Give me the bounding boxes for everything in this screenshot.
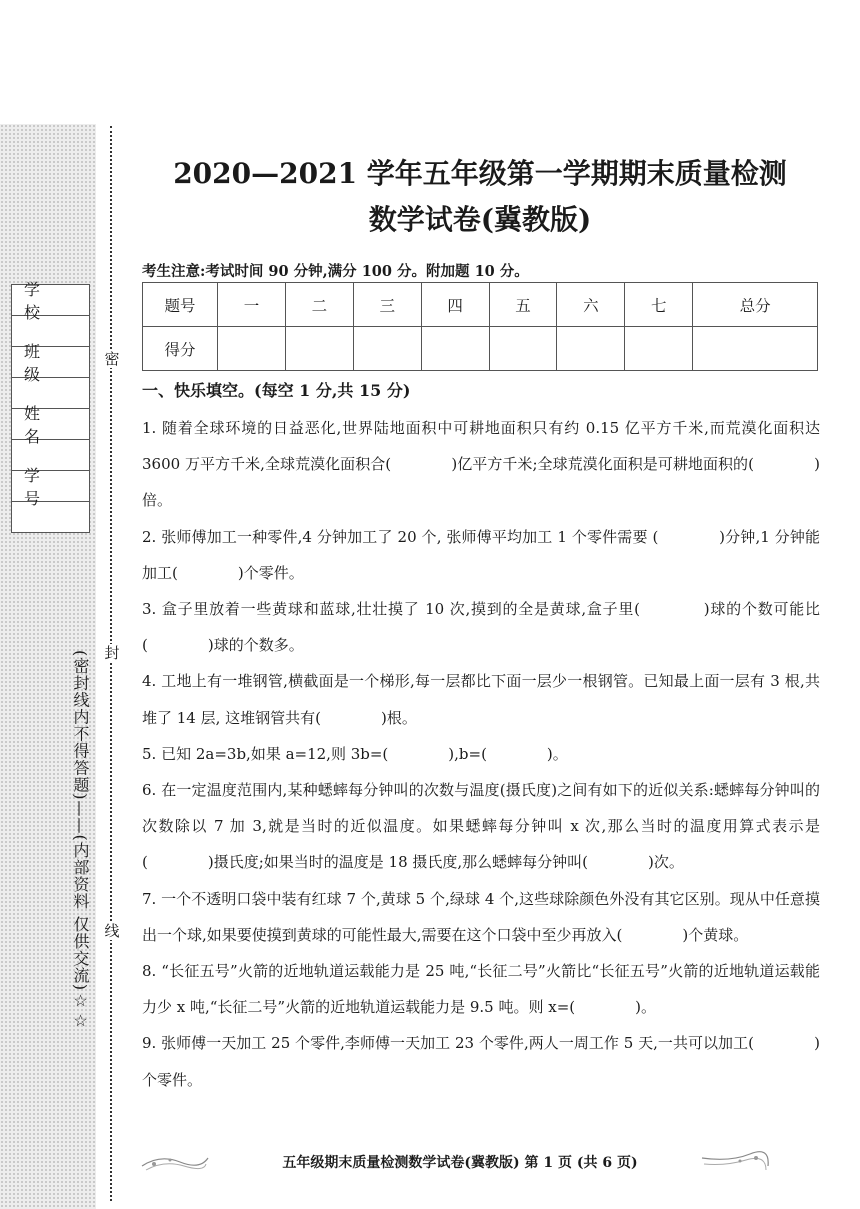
score-table bbox=[142, 282, 818, 371]
name-label: 姓 名 bbox=[12, 409, 89, 440]
score-header-cell: 总分 bbox=[693, 283, 818, 327]
question-6: 6. 在一定温度范围内,某种蟋蟀每分钟叫的次数与温度(摄氏度)之间有如下的近似关系:蟋蟀每分钟叫的次数除以 7 加 3,就是当时的近似温度。如果蟋蟀每分钟叫 x 次,那么当时的温度用算式表示是( )摄氏度;如果当时的温度是 18 摄氏度,那么蟋蟀每分钟叫( )次。 bbox=[142, 781, 820, 872]
score-header-cell: 六 bbox=[557, 283, 625, 327]
score-header-cell: 七 bbox=[625, 283, 693, 327]
question-1: 1. 随着全球环境的日益恶化,世界陆地面积中可耕地面积只有约 0.15 亿平方千米,而荒漠化面积达 3600 万平方千米,全球荒漠化面积合( )亿平方千米;全球荒漠化面积是可耕地面积的( )倍。 bbox=[142, 419, 820, 510]
footer-ornament-right bbox=[700, 1146, 770, 1176]
exam-subtitle: 数学试卷(冀教版) bbox=[368, 203, 592, 236]
seal-char-xian: 线 bbox=[104, 922, 120, 940]
exam-title: 2020—2021 学年五年级第一学期期末质量检测 bbox=[173, 157, 787, 190]
seal-note: (密封线内不得答题)——(内部资料 仅供交流)☆☆ bbox=[71, 650, 90, 1032]
question-9: 9. 张师傅一天加工 25 个零件,李师傅一天加工 23 个零件,两人一周工作 5 天,一共可以加工( )个零件。 bbox=[142, 1034, 820, 1089]
score-cell[interactable] bbox=[421, 327, 489, 371]
score-header-cell: 二 bbox=[285, 283, 353, 327]
score-cell[interactable] bbox=[625, 327, 693, 371]
school-label: 学 校 bbox=[12, 285, 89, 316]
score-cell[interactable] bbox=[285, 327, 353, 371]
score-cell[interactable] bbox=[557, 327, 625, 371]
seal-char-mi: 密 bbox=[104, 350, 120, 368]
score-header-cell: 题号 bbox=[143, 283, 218, 327]
score-cell[interactable] bbox=[218, 327, 286, 371]
page-footer: 五年级期末质量检测数学试卷(冀教版) 第 1 页 (共 6 页) bbox=[282, 1155, 638, 1171]
question-3: 3. 盒子里放着一些黄球和蓝球,壮壮摸了 10 次,摸到的全是黄球,盒子里( )球的个数可能比( )球的个数多。 bbox=[142, 600, 820, 655]
question-8: 8. “长征五号”火箭的近地轨道运载能力是 25 吨,“长征二号”火箭比“长征五号”火箭的近地轨道运载能力少 x 吨,“长征二号”火箭的近地轨道运载能力是 9.5 吨。则 x=( )。 bbox=[142, 962, 820, 1017]
exam-notice: 考生注意:考试时间 90 分钟,满分 100 分。附加题 10 分。 bbox=[142, 263, 529, 280]
student-id-label: 学 号 bbox=[12, 471, 89, 502]
score-header-cell: 一 bbox=[218, 283, 286, 327]
score-header-cell: 四 bbox=[421, 283, 489, 327]
student-info-box bbox=[11, 280, 90, 533]
score-cell[interactable] bbox=[489, 327, 557, 371]
footer-ornament-left bbox=[140, 1146, 210, 1176]
seal-dotted-line bbox=[110, 126, 112, 1201]
question-list bbox=[142, 410, 820, 1098]
seal-char-feng: 封 bbox=[104, 644, 120, 662]
score-header-cell: 五 bbox=[489, 283, 557, 327]
section-1-title: 一、快乐填空。(每空 1 分,共 15 分) bbox=[142, 381, 411, 400]
question-7: 7. 一个不透明口袋中装有红球 7 个,黄球 5 个,绿球 4 个,这些球除颜色外没有其它区别。现从中任意摸出一个球,如果要使摸到黄球的可能性最大,需要在这个口袋中至少再放入( )个黄球。 bbox=[142, 889, 820, 944]
score-header-cell: 三 bbox=[353, 283, 421, 327]
question-4: 4. 工地上有一堆钢管,横截面是一个梯形,每一层都比下面一层少一根钢管。已知最上面一层有 3 根,共堆了 14 层, 这堆钢管共有( )根。 bbox=[142, 672, 820, 727]
score-row-label: 得分 bbox=[143, 327, 218, 371]
score-cell[interactable] bbox=[693, 327, 818, 371]
score-cell[interactable] bbox=[353, 327, 421, 371]
question-2: 2. 张师傅加工一种零件,4 分钟加工了 20 个, 张师傅平均加工 1 个零件需要 ( )分钟,1 分钟能加工( )个零件。 bbox=[142, 527, 820, 582]
score-table-score-row bbox=[143, 327, 818, 371]
score-table-header-row bbox=[143, 283, 818, 327]
class-label: 班 级 bbox=[12, 347, 89, 378]
question-5: 5. 已知 2a=3b,如果 a=12,则 3b=( ),b=( )。 bbox=[142, 744, 568, 763]
